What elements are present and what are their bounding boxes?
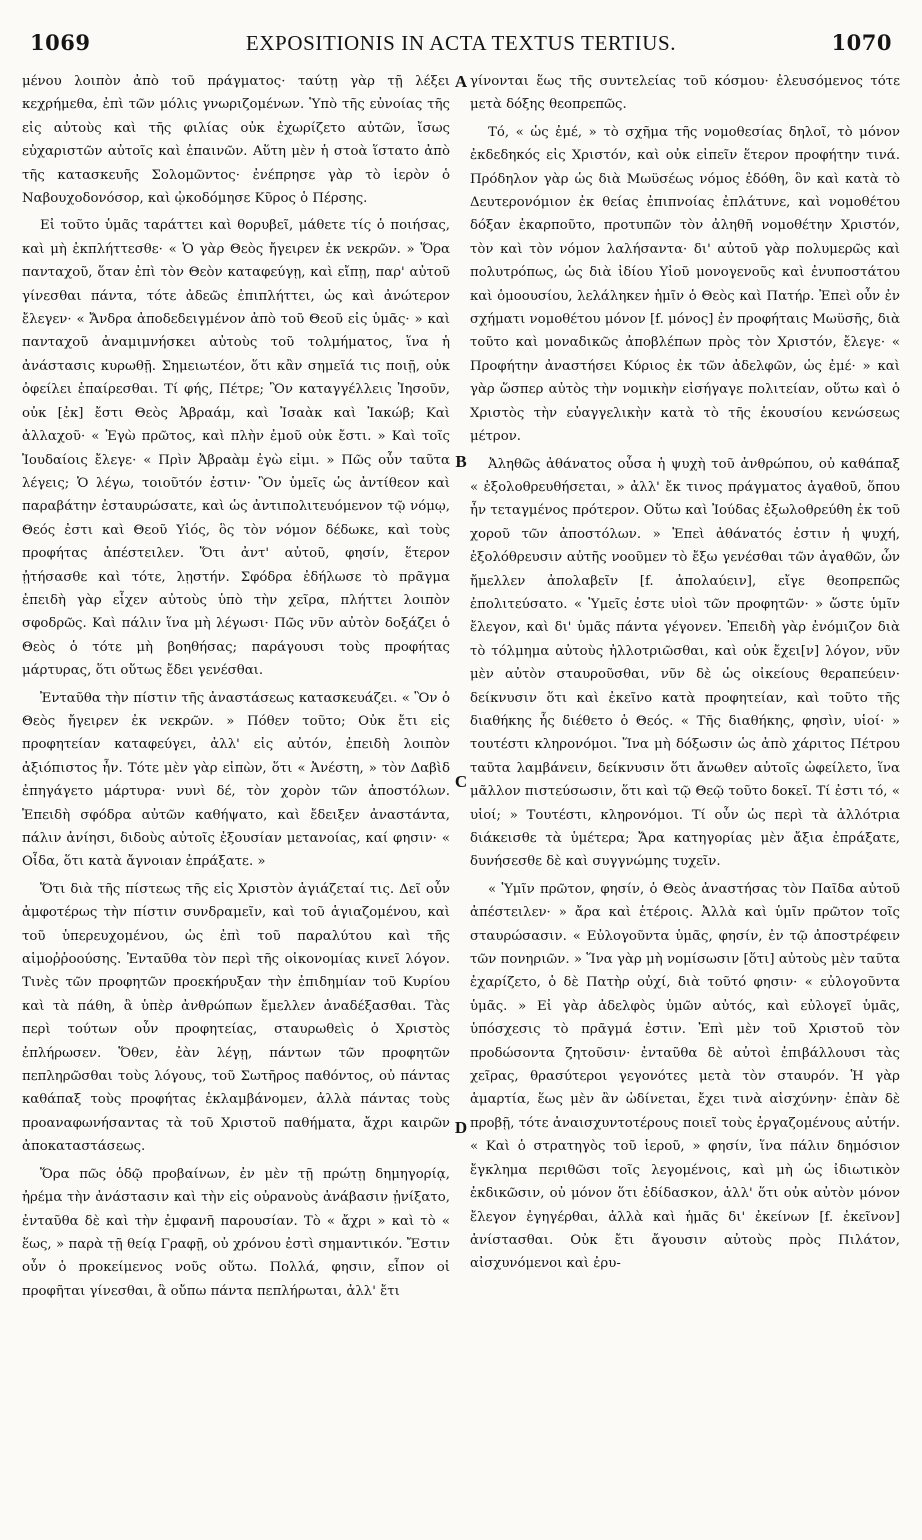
paragraph: Ἐνταῦθα τὴν πίστιν τῆς ἀναστάσεως κατασκευάζει. « Ὃν ὁ Θεὸς ἤγειρεν ἐκ νεκρῶν. » Πόθεν τοῦτο; Οὐκ ἔτι εἰς προφητείαν καταφεύγει, ἀλλ' εἰς αὐτόν, ἐπειδὴ λοιπὸν ἀξιόπιστος ἦν. Τότε μὲν γὰρ εἰπὼν, ὅτι « Ἀνέστη, » τὸν Δαβὶδ ἐπηγάγετο μάρτυρα· νυνὶ δέ, τὸν χορὸν τῶν ἀποστόλων. Ἐπειδὴ σφόδρα αὐτῶν καθήψατο, καὶ ἔδειξεν ἀναστάντα, πάλιν ἀνίησι, διδοὺς αὐτοῖς ἐξουσίαν μετανοίας, καί φησιν· « Οἶδα, ὅτι κατὰ ἄγνοιαν ἐπράξατε. »: [22, 690, 450, 870]
paragraph: Ὅρα πῶς ὁδῷ προβαίνων, ἐν μὲν τῇ πρώτῃ δημηγορίᾳ, ἠρέμα τὴν ἀνάστασιν καὶ τὴν εἰς οὐρανοὺς ἀνάβασιν ᾐνίξατο, ἐνταῦθα δὲ καὶ τὴν ἐμφανῆ παρουσίαν. Τὸ « ἄχρι » καὶ τὸ « ἕως, » παρὰ τῇ θείᾳ Γραφῇ, οὐ χρόνου ἐστὶ σημαντικόν. Ἔστιν οὖν ὁ προκείμενος νοῦς οὕτω. Πολλά, φησιν, εἶπον οἱ προφῆται γίνεσθαι, ἃ οὔπω πάντα πεπλήρωται, ἀλλ' ἔτι: [22, 1166, 450, 1299]
paragraph: Ἀληθῶς ἀθάνατος οὖσα ἡ ψυχὴ τοῦ ἀνθρώπου, οὐ καθάπαξ « ἐξολοθρευθήσεται, » ἀλλ' ἔκ τινος πράγματος ἀγαθοῦ, ὅπου ἦν τεταγμένος πρότερον. Οὕτω καὶ Ἰούδας ἐξωλοθρεύθη ἐκ τοῦ χοροῦ τῶν ἀποστόλων. » Ἐπεὶ ἀθάνατός ἐστιν ἡ ψυχή, ἐξολόθρευσιν αὐτῆς νοοῦμεν τὸ ἔξω γενέσθαι τῶν ἀγαθῶν, ὧν ἤμελλεν ἀπολαβεῖν [f. ἀπολαύειν], εἴγε θεοπρεπῶς ἐπολιτεύσατο. « Ὑμεῖς ἐστε υἱοὶ τῶν προφητῶν· » ὥστε ὑμῖν ἔλεγον, καὶ δι' ὑμᾶς πάντα γέγονεν. Ἐπειδὴ γὰρ ἐνόμιζον διὰ τὸ τόλμημα αὐτοὺς ἠλλοτριῶσθαι, καὶ οὐκ ἔχει[ν] λόγον, νῦν μὲν αὐτὸν σταυροῦσθαι, νῦν δὲ ὡς οἰκείους θεραπεύειν· δείκνυσιν ὅτι καὶ ἐκεῖνο κατὰ προφητείαν, καὶ τοῦτο τῆς διαθήκης ἧς διέθετο ὁ Θεός. « Τῆς διαθήκης, φησὶν, υἱοί· » τουτέστι κληρονόμοι. Ἵνα μὴ δόξωσιν ὡς ἀπὸ χάριτος Πέτρου ταῦτα λαμβάνειν, δείκνυσιν ὅτι ἄνωθεν αὐτοῖς ὠφείλετο, ἵνα μᾶλλον πιστεύσωσιν, ὅτι καὶ τῷ Θεῷ τοῦτο δοκεῖ. Τί ἐστι τό, « υἱοί; » Τουτέστι, κληρονόμοι. Τί οὖν ὡς περὶ τὰ ἀλλότρια διάκεισθε τὰ ὑμέτερα; Ἄρα κατηγορίας μὲν ἄξια ἐπράξατε, δυνήσεσθε δὲ καὶ συγγνώμης τυχεῖν.: [470, 456, 900, 870]
right-column: [470, 70, 900, 1276]
paragraph: γίνονται ἕως τῆς συντελείας τοῦ κόσμου· ἐλευσόμενος τότε μετὰ δόξης θεοπρεπῶς.: [470, 74, 900, 113]
left-column: [22, 70, 450, 1303]
page-header: [30, 26, 892, 66]
paragraph: Τό, « ὡς ἐμέ, » τὸ σχῆμα τῆς νομοθεσίας δηλοῖ, τὸ μόνον ἐκδεδηκός εἰς Χριστόν, καὶ οὐκ εἰπεῖν ἕτερον προφήτην τινά. Πρόδηλον γὰρ ὡς διὰ Μωϋσέως νόμος ἐδόθη, ὃν καὶ κατὰ τὸ Δευτερονόμιον ἐκ θείας ἐπιπνοίας ἐπλάτυνε, καὶ νομοθέτου δόξαν ἐκαρποῦτο, προτυπῶν τὸν ἀληθῆ νομοθέτην Χριστόν, τὸν καὶ τὸν νόμον λαλήσαντα· δι' αὐτοῦ γὰρ πολυμερῶς καὶ πολυτρόπως, ὡς διὰ ἰδίου Υἱοῦ μονογενοῦς καὶ ἐνυποστάτου καὶ ὁμοουσίου, λελάληκεν ἡμῖν ὁ Θεὸς καὶ Πατήρ. Ἐπεὶ οὖν ἐν σχήματι νομοθέτου μόνον [f. μόνος] ἐν προφήταις Μωϋσῆς, διὰ τοῦτο καὶ μοναδικῶς ἀποβλέπων πρὸς τὸν Χριστόν, ἔλεγε· « Προφήτην ἀναστήσει Κύριος ἐκ τῶν ἀδελφῶν, ὡς ἐμέ· » καὶ γὰρ ὥσπερ αὐτὸς τὴν νομικὴν εἰσήγαγε πολιτείαν, οὕτω καὶ ὁ Χριστὸς τὴν εὐαγγελικὴν κατὰ τὸ τῆς ἐκουσίου κενώσεως μέτρον.: [470, 124, 900, 445]
page-number-left: 1069: [30, 30, 91, 55]
section-marker-a: A: [454, 72, 468, 91]
section-marker-c: C: [454, 772, 468, 791]
section-marker-d: D: [454, 1118, 468, 1137]
paragraph: Εἰ τοῦτο ὑμᾶς ταράττει καὶ θορυβεῖ, μάθετε τίς ὁ ποιήσας, καὶ μὴ ἐκπλήττεσθε· « Ὁ γὰρ Θεὸς ἤγειρεν ἐκ νεκρῶν. » Ὅρα πανταχοῦ, ὅταν ἐπὶ τὸν Θεὸν καταφεύγῃ, καὶ εἴπῃ, παρ' αὐτοῦ γίνεσθαι πάντα, τότε ἀδεῶς ἐπιπλήττει, ὡς καὶ ἀνώτερον ἔλεγεν· « Ἄνδρα ἀποδεδειγμένον ἀπὸ τοῦ Θεοῦ εἰς ὑμᾶς· » καὶ πανταχοῦ ἀναμιμνήσκει αὐτοὺς τοῦ τολμήματος, ἵνα ἡ ἀνάστασις κυρωθῇ. Σημειωτέον, ὅτι κἂν σημεῖά τις ποιῇ, οὐκ ὀφείλει ἐπαίρεσθαι. Τί φής, Πέτρε; Ὃν καταγγέλλεις Ἰησοῦν, οὐκ [ἐκ] ἔστι Θεὸς Ἀβραάμ, καὶ Ἰσαὰκ καὶ Ἰακώβ; Καὶ ἀλλαχοῦ· « Ἐγὼ πρῶτος, καὶ πλὴν ἐμοῦ οὐκ ἔστι. » Καὶ τοῖς Ἰουδαίοις ἔλεγε· « Πρὶν Ἀβραὰμ ἐγὼ εἰμι. » Πῶς οὖν ταῦτα λέγεις; Ὁ λέγω, τοιοῦτόν ἐστιν· Ὃν ὑμεῖς ὡς ἀντίθεον καὶ παραβάτην ἐσταυρώσατε, καὶ ὡς ἀντιπολιτευόμενον τῷ νόμῳ, Θεός ἐστι καὶ Θεοῦ Υἱός, ὃς τὸν νόμον δέδωκε, καὶ τοὺς προφήτας ἀπέστειλεν. Ὅτι ἀντ' αὐτοῦ, φησίν, ἕτερον ᾐτήσασθε καὶ τότε, λῃστήν. Σφόδρα ἐδήλωσε τὸ πρᾶγμα ἐπειδὴ γὰρ εἶχεν αὐτοὺς ὑπὸ τὴν χεῖρα, πλήττει λοιπὸν σφοδρῶς. Καὶ πάλιν ἵνα μὴ λέγωσι· Πῶς νῦν αὐτὸν δοξάζει ὁ Θεὸς ὁ τότε μὴ βοηθήσας; παράγουσι τοὺς προφήτας μάρτυρας, ὅτι οὕτως ἔδει γενέσθαι.: [22, 218, 450, 679]
paragraph: « Ὑμῖν πρῶτον, φησίν, ὁ Θεὸς ἀναστήσας τὸν Παῖδα αὐτοῦ ἀπέστειλεν· » ἄρα καὶ ἑτέροις. Ἀλλὰ καὶ ὑμῖν πρῶτον τοῖς σταυρώσασιν. « Εὐλογοῦντα ὑμᾶς, φησίν, ἐν τῷ ἀποστρέφειν τῶν πονηριῶν. » Ἵνα γὰρ μὴ νομίσωσιν [ὅτι] αὐτοὺς μὲν ταῦτα ἐχαρίζετο, ὁ δὲ Πατὴρ οὐχί, διὰ τοῦτό φησιν· « εὐλογοῦντα ὑμᾶς. » Εἰ γὰρ ἀδελφὸς ὑμῶν αὐτός, καὶ εὐλογεῖ ὑμᾶς, ὑπόσχεσις τὸ πρᾶγμά ἐστιν. Ἐπὶ μὲν τοῦ Χριστοῦ τὸν προδώσοντα ζητοῦσιν· ἐνταῦθα δὲ αὐτοὶ ἐπιβάλλουσι τὰς χεῖρας, θρασύτεροι γεγονότες μετὰ τὸν σταυρόν. Ἡ γὰρ ἁμαρτία, ἕως μὲν ἂν ὠδίνεται, ἔχει τινὰ αἰσχύνην· ἐπὰν δὲ προβῇ, τότε ἀναισχυντοτέρους ποιεῖ τοὺς ἐργαζομένους αὐτήν. « Καὶ ὁ στρατηγὸς τοῦ ἱεροῦ, » φησίν, ἵνα πάλιν δημόσιον ἔγκλημα περιθῶσι τοῖς λεγομένοις, καὶ μὴ ὡς ἰδιωτικὸν ἐκδικῶσιν, οὐ μόνον ὅτι ἐδίδασκον, ἀλλ' ὅτι οὐκ αὐτὸν μόνον ἔλεγον ἐγηγέρθαι, ἀλλὰ καὶ ἡμᾶς δι' ἐκείνων [f. ἐκεῖνον] ἀνίστασθαι. Οὐκ ἔτι ἄγουσιν αὐτοὺς πρὸς Πιλάτον, αἰσχυνόμενοι καὶ ἐρυ-: [470, 881, 900, 1272]
paragraph: Ὅτι διὰ τῆς πίστεως τῆς εἰς Χριστὸν ἁγιάζεταί τις. Δεῖ οὖν ἀμφοτέρως τὴν πίστιν συνδραμεῖν, καὶ τοῦ ἁγιαζομένου, καὶ τοῦ ὑπερευχομένου, ὡς ἐπὶ τοῦ παραλύτου καὶ τῆς αἱμοῤῥοούσης. Ἐνταῦθα τὸν περὶ τῆς οἰκονομίας κινεῖ λόγον. Τινὲς τῶν προφητῶν προεκήρυξαν τὴν ἐπιδημίαν τοῦ Κυρίου καὶ τὰ πάθη, ἃ ὑπὲρ ἀνθρώπων ἔμελλεν ἀναδέξασθαι. Τὰς περὶ τούτων οὖν προφητείας, σταυρωθεὶς ὁ Χριστὸς ἐπλήρωσεν. Ὅθεν, ἐὰν λέγῃ, πάντων τῶν προφητῶν πεπληρῶσθαι τοὺς λόγους, τοῦ Σωτῆρος παθόντος, οὐ πάντας καθάπαξ τοὺς προφήτας ἐκλαμβάνομεν, ἀλλὰ πάντας τοὺς προαναφωνήσαντας τὰ τοῦ Χριστοῦ παθήματα, ἄχρι καιρῶν ἀποκαταστάσεως.: [22, 881, 450, 1155]
page-number-right: 1070: [831, 30, 892, 55]
running-title: EXPOSITIONIS IN ACTA TEXTUS TERTIUS.: [245, 31, 677, 55]
paragraph: μένου λοιπὸν ἀπὸ τοῦ πράγματος· ταύτῃ γὰρ τῇ λέξει κεχρήμεθα, ἐπὶ τῶν μόλις γνωριζομένων. Ὑπὸ τῆς εὐνοίας τῆς εἰς αὐτοὺς καὶ τῆς φιλίας οὐκ ἐχωρίζετο αὐτῶν, ἴσως εὐχαριστῶν αὐτοῖς καὶ ἐπαινῶν. Αὕτη μὲν ἡ στοὰ ἵστατο ἀπὸ τῆς κατασκευῆς Σολομῶντος· ἐνέπρησε γὰρ τὸ ἱερὸν ὁ Ναβουχοδονόσορ, καὶ ᾠκοδόμησε Κῦρος ὁ Πέρσης.: [22, 74, 450, 207]
section-marker-b: B: [455, 452, 467, 471]
